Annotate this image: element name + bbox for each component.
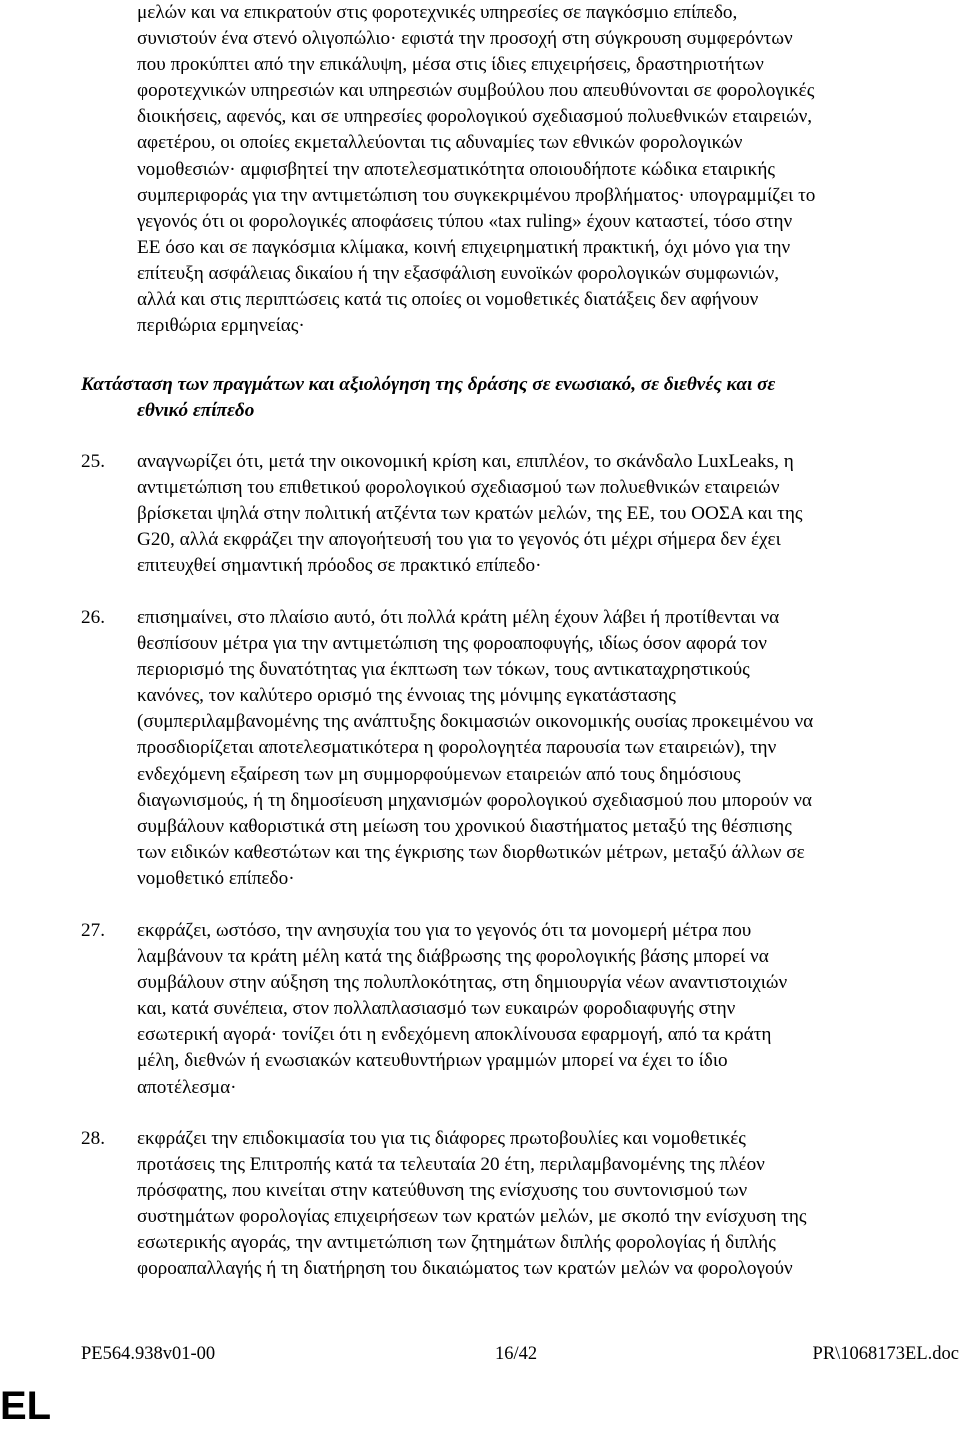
text-line: περιθώρια ερμηνείας· bbox=[137, 315, 305, 337]
paragraph-text bbox=[137, 918, 937, 1101]
paragraph-text bbox=[137, 605, 937, 892]
heading-line: εθνικό επίπεδο bbox=[137, 400, 255, 421]
text-line: ΕΕ όσο και σε παγκόσμια κλίμακα, κοινή επιχειρηματική πρακτική, όχι μόνο για την bbox=[137, 236, 791, 258]
text-line: εκφράζει την επιδοκιμασία του για τις διάφορες πρωτοβουλίες και νομοθετικές bbox=[137, 1128, 746, 1149]
text-line: βρίσκεται ψηλά στην πολιτική ατζέντα των κρατών μελών, της ΕΕ, του ΟΟΣΑ και της bbox=[137, 503, 803, 525]
text-line: αναγνωρίζει ότι, μετά την οικονομική κρίση και, επιπλέον, το σκάνδαλο LuxLeaks, η bbox=[137, 451, 794, 472]
text-line: προσδιορίζεται αποτελεσματικότερα η φορολογητέα παρουσία των εταιρειών), την bbox=[137, 737, 777, 759]
text-line: συνιστούν ένα στενό ολιγοπώλιο· εφιστά την προσοχή στη σύγκρουση συμφερόντων bbox=[137, 28, 793, 50]
text-line: G20, αλλά εκφράζει την απογοήτευσή του για το γεγονός ότι μέχρι σήμερα δεν έχει bbox=[137, 529, 781, 551]
text-line: αφετέρου, οι οποίες εκμεταλλεύονται τις αδυναμίες των εθνικών φορολογικών bbox=[137, 132, 743, 154]
text-line: γεγονός ότι οι φορολογικές αποφάσεις τύπου «tax ruling» έχουν καταστεί, τόσο στην bbox=[137, 210, 793, 232]
text-line: πρόσφατης, που κινείται στην κατεύθυνση της ενίσχυσης του συντονισμού των bbox=[137, 1180, 748, 1202]
section-heading bbox=[81, 372, 941, 424]
text-line: φοροαπαλλαγής ή τη διατήρηση του δικαιώματος των κρατών μελών να φορολογούν bbox=[137, 1258, 793, 1280]
text-line: αλλά και στις περιπτώσεις κατά τις οποίες οι νομοθετικές διατάξεις δεν αφήνουν bbox=[137, 289, 759, 311]
text-line: περιορισμό της δυνατότητας για έκπτωση των τόκων, τους αντικαταχρηστικούς bbox=[137, 659, 750, 681]
text-line: διαγωνισμούς, ή τη δημοσίευση μηχανισμών φορολογικού σχεδιασμού που μπορούν να bbox=[137, 789, 812, 811]
text-line: εκφράζει, ωστόσο, την ανησυχία του για το γεγονός ότι τα μονομερή μέτρα που bbox=[137, 920, 752, 941]
text-line: και, κατά συνέπεια, στον πολλαπλασιασμό των ευκαιρών φοροδιαφυγής στην bbox=[137, 998, 736, 1020]
text-line: εσωτερική αγορά· τονίζει ότι η ενδεχόμενη αποκλίνουσα εφαρμογή, από τα κράτη bbox=[137, 1024, 772, 1046]
text-line: ενδεχόμενη εξαίρεση των μη συμμορφούμενων εταιρειών από τους δημόσιους bbox=[137, 763, 741, 785]
text-line: λαμβάνουν τα κράτη μέλη κατά της διάβρωσης της φορολογικής βάσης μπορεί να bbox=[137, 946, 769, 968]
page-number: 16/42 bbox=[495, 1344, 538, 1364]
text-line: που προκύπτει από την επικάλυψη, μέσα στις ίδιες επιχειρήσεις, δραστηριοτήτων bbox=[137, 54, 764, 76]
text-line: συμβάλουν καθοριστικά στη μείωση του χρονικού διαστήματος μεταξύ της θέσπισης bbox=[137, 815, 792, 837]
paragraph-text bbox=[137, 1126, 937, 1283]
text-line: διοικήσεις, αφενός, και σε υπηρεσίες φορολογικού σχεδιασμού πολυεθνικών εταιρειών, bbox=[137, 106, 813, 128]
paragraph-number: 27. bbox=[81, 920, 105, 941]
text-line: αποτέλεσμα· bbox=[137, 1076, 237, 1098]
heading-line: Κατάσταση των πραγμάτων και αξιολόγηση της δράσης σε ενωσιακό, σε διεθνές και σε bbox=[81, 374, 776, 395]
text-line: συμπεριφοράς για την αντιμετώπιση του συγκεκριμένου προβλήματος· υπογραμμίζει το bbox=[137, 184, 816, 206]
text-line: συστημάτων φορολογίας επιχειρήσεων των κρατών μελών, με σκοπό την ενίσχυση της bbox=[137, 1206, 807, 1228]
document-reference: PE564.938v01-00 bbox=[81, 1344, 216, 1364]
text-line: (συμπεριλαμβανομένης της ανάπτυξης δοκιμασιών οικονομικής ουσίας προκειμένου να bbox=[137, 711, 814, 733]
text-line: μελών και να επικρατούν στις φοροτεχνικές υπηρεσίες σε παγκόσμιο επίπεδο, bbox=[137, 2, 738, 23]
text-line: επιτευχθεί σημαντική πρόοδος σε πρακτικό επίπεδο· bbox=[137, 555, 542, 577]
text-line: συμβάλουν στην αύξηση της πολυπλοκότητας, στη δημιουργία νέων αναντιστοιχιών bbox=[137, 972, 788, 994]
language-code: EL bbox=[0, 1384, 52, 1428]
text-line: θεσπίσουν μέτρα για την αντιμετώπιση της φοροαποφυγής, ιδίως όσον αφορά τον bbox=[137, 633, 767, 655]
paragraph-number: 28. bbox=[81, 1128, 105, 1149]
text-line: νομοθετικό επίπεδο· bbox=[137, 867, 295, 889]
text-line: επίτευξη ασφάλειας δικαίου ή την εξασφάλιση ευνοϊκών φορολογικών συμφωνιών, bbox=[137, 262, 780, 284]
text-line: των ειδικών καθεστώτων και της έγκρισης των διορθωτικών μέτρων, μεταξύ άλλων σε bbox=[137, 841, 805, 863]
text-line: αντιμετώπιση του επιθετικού φορολογικού σχεδιασμού των πολυεθνικών εταιρειών bbox=[137, 477, 780, 499]
paragraph-number: 26. bbox=[81, 607, 105, 628]
paragraph-text bbox=[137, 449, 937, 579]
file-reference: PR\1068173EL.doc bbox=[812, 1344, 959, 1364]
text-line: εσωτερικής αγοράς, την αντιμετώπιση των ζητημάτων διπλής φορολογίας ή διπλής bbox=[137, 1232, 776, 1254]
continuation-paragraph bbox=[137, 0, 937, 339]
text-line: νομοθεσιών· αμφισβητεί την αποτελεσματικότητα οποιουδήποτε κώδικα εταιρικής bbox=[137, 158, 775, 180]
text-line: κανόνες, τον καλύτερο ορισμό της έννοιας της μόνιμης εγκατάστασης bbox=[137, 685, 676, 707]
text-line: μέλη, διεθνών ή ενωσιακών κατευθυντήριων γραμμών μπορεί να έχει το ίδιο bbox=[137, 1050, 728, 1072]
text-line: προτάσεις της Επιτροπής κατά τα τελευταία 20 έτη, περιλαμβανομένης της πλέον bbox=[137, 1154, 765, 1176]
text-line: επισημαίνει, στο πλαίσιο αυτό, ότι πολλά κράτη μέλη έχουν λάβει ή προτίθενται να bbox=[137, 607, 780, 628]
text-line: φοροτεχνικών υπηρεσιών και υπηρεσιών συμβούλου που απευθύνονται σε φορολογικές bbox=[137, 80, 815, 102]
paragraph-number: 25. bbox=[81, 451, 105, 472]
